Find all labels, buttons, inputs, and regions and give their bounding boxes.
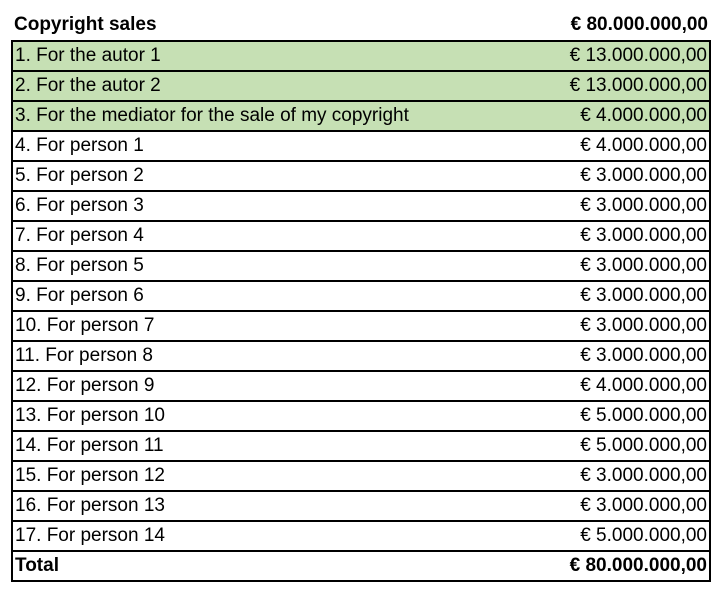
table-row [11,372,711,402]
row-label: 9. For person 6 [15,285,144,306]
table-row [11,522,711,552]
total-value: € 80.000.000,00 [569,555,707,576]
table-row [11,192,711,222]
row-label: 12. For person 9 [15,375,155,396]
row-value: € 3.000.000,00 [580,495,707,516]
row-value: € 13.000.000,00 [569,45,707,66]
total-label: Total [15,555,59,576]
row-label: 4. For person 1 [15,135,144,156]
table-row [11,40,711,72]
table-row [11,162,711,192]
row-label: 5. For person 2 [15,165,144,186]
row-value: € 4.000.000,00 [580,135,707,156]
row-value: € 3.000.000,00 [580,255,707,276]
row-label: 1. For the autor 1 [15,45,161,66]
table-row [11,102,711,132]
row-value: € 5.000.000,00 [580,435,707,456]
header-value: € 80.000.000,00 [570,14,708,35]
table-row [11,72,711,102]
table-row [11,462,711,492]
table-header-row [11,10,711,40]
row-label: 14. For person 11 [15,435,164,456]
row-label: 7. For person 4 [15,225,144,246]
row-value: € 3.000.000,00 [580,345,707,366]
row-value: € 3.000.000,00 [580,465,707,486]
row-label: 10. For person 7 [15,315,155,336]
table-body [11,40,711,552]
table-row [11,492,711,522]
row-label: 16. For person 13 [15,495,165,516]
row-value: € 5.000.000,00 [580,525,707,546]
table-row [11,222,711,252]
row-value: € 4.000.000,00 [580,105,707,126]
row-label: 8. For person 5 [15,255,144,276]
row-label: 17. For person 14 [15,525,165,546]
row-label: 15. For person 12 [15,465,165,486]
table-row [11,312,711,342]
table-row [11,432,711,462]
row-label: 2. For the autor 2 [15,75,161,96]
table-row [11,282,711,312]
row-label: 6. For person 3 [15,195,144,216]
table-row [11,252,711,282]
row-value: € 13.000.000,00 [569,75,707,96]
table-row [11,132,711,162]
row-value: € 3.000.000,00 [580,195,707,216]
row-value: € 3.000.000,00 [580,285,707,306]
copyright-sales-table [11,10,711,582]
table-row [11,402,711,432]
row-value: € 3.000.000,00 [580,315,707,336]
row-value: € 3.000.000,00 [580,165,707,186]
total-row [11,552,711,582]
row-label: 3. For the mediator for the sale of my copyright [15,105,409,126]
header-label: Copyright sales [14,14,157,35]
row-value: € 3.000.000,00 [580,225,707,246]
table-row [11,342,711,372]
row-label: 11. For person 8 [15,345,154,366]
row-value: € 5.000.000,00 [580,405,707,426]
row-value: € 4.000.000,00 [580,375,707,396]
row-label: 13. For person 10 [15,405,165,426]
